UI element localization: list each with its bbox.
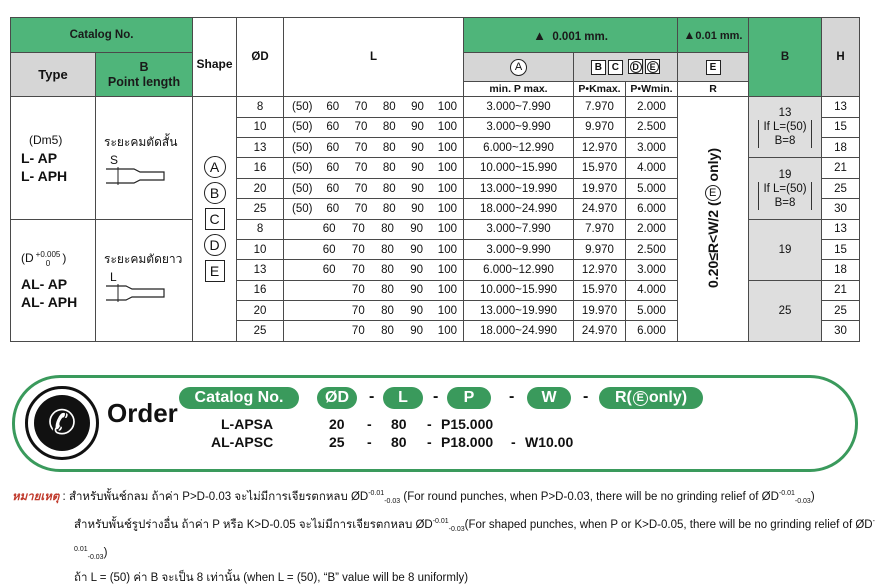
p-range-cell: 13.000~19.990: [464, 301, 574, 321]
type-lower-cell: [11, 219, 96, 341]
pw-cell: 2.000: [626, 97, 678, 117]
notes: [12, 484, 881, 588]
pw-cell: 4.000: [626, 280, 678, 300]
b-group-2: 19 If L=(50) B=8: [749, 158, 822, 219]
dash: -: [583, 388, 589, 405]
arrow-up-icon: ▲: [533, 27, 546, 43]
pk-cell: 24.970: [574, 321, 626, 342]
od-header: ØD: [237, 18, 284, 97]
pill-r: R( E only): [599, 387, 703, 409]
b-group-1: 13 If L=(50) B=8: [749, 97, 822, 158]
tolerance-header-2: ▲0.01 mm.: [678, 18, 749, 53]
note-line-3: ถ้า L = (50) ค่า B จะเป็น 8 เท่านั้น (when L = (50), “B” value will be 8 uniformly): [74, 572, 469, 585]
p-range-cell: 10.000~15.990: [464, 280, 574, 300]
h-cell: 18: [822, 138, 860, 158]
p-range-cell: 6.000~12.990: [464, 260, 574, 280]
od-cell: 8: [237, 219, 284, 239]
dash: -: [369, 388, 375, 405]
h-cell: 13: [822, 97, 860, 117]
pill-l: L: [383, 387, 423, 409]
col-a-header: A: [464, 53, 574, 82]
point-length-header: B Point length: [96, 53, 193, 97]
p-range-cell: 3.000~7.990: [464, 97, 574, 117]
type-lower-al-aph: AL- APH: [21, 294, 78, 311]
l-cell: 60 70 80 90 100: [284, 260, 464, 280]
short-pin-icon: [104, 165, 174, 187]
type-upper-cell: [11, 97, 96, 219]
tolerance-header-1: ▲ 0.001 mm.: [464, 18, 678, 53]
b-group-4: 25: [749, 280, 822, 341]
note-line-1: หมายเหตุ : สำหรับพั้นช์กลม ถ้าค่า P>D-0.03 จะไม่มีการเจียรตกหลบ $ØD^{-0.01}_{-0.03}$ (For round punches, when P>D-0.03, there will be no grinding relief of $ØD^{-0.01}_{-0.03}$): [12, 490, 815, 506]
pk-cell: 19.970: [574, 178, 626, 198]
od-cell: 13: [237, 260, 284, 280]
p-range-cell: 13.000~19.990: [464, 178, 574, 198]
l-cell: 70 80 90 100: [284, 280, 464, 300]
h-header: H: [822, 18, 860, 97]
od-cell: 25: [237, 321, 284, 342]
l-cell: 60 70 80 90 100: [284, 239, 464, 259]
pw-cell: 2.500: [626, 117, 678, 137]
l-cell: (50) 60 70 80 90 100: [284, 117, 464, 137]
l-cell: (50) 60 70 80 90 100: [284, 97, 464, 117]
b-group-3: 19: [749, 219, 822, 280]
l-cell: (50) 60 70 80 90 100: [284, 158, 464, 178]
shape-e-icon: E: [205, 260, 225, 282]
b-header: B: [749, 18, 822, 97]
phone-icon: ✆: [25, 386, 99, 460]
l-cell: (50) 60 70 80 90 100: [284, 199, 464, 219]
shape-b-icon: B: [204, 182, 226, 204]
p-range-cell: 6.000~12.990: [464, 138, 574, 158]
min-p-max-header: min. P max.: [464, 82, 574, 97]
p-range-cell: 3.000~7.990: [464, 219, 574, 239]
p-range-cell: 18.000~24.990: [464, 199, 574, 219]
h-cell: 25: [822, 301, 860, 321]
shape-c-icon: C: [205, 208, 225, 230]
type-header: Type: [11, 53, 96, 97]
s-label: S: [110, 153, 119, 168]
pw-cell: 6.000: [626, 321, 678, 342]
table-row: [11, 97, 860, 117]
p-range-cell: 10.000~15.990: [464, 158, 574, 178]
od-cell: 10: [237, 117, 284, 137]
pk-cell: 24.970: [574, 199, 626, 219]
col-bcde-header: B C D E: [574, 53, 678, 82]
point-length-upper-cell: [96, 97, 193, 219]
order-box: ✆ Order Catalog No. ØD - L - P - W - R( E only) L-APSA 20 - 80 - P15.000 AL-APSC 25 - 80 - P18.000 - W10.00: [12, 375, 858, 472]
od-cell: 13: [237, 138, 284, 158]
l-cell: (50) 60 70 80 90 100: [284, 178, 464, 198]
pk-cell: 15.970: [574, 280, 626, 300]
h-cell: 30: [822, 321, 860, 342]
pk-cell: 7.970: [574, 219, 626, 239]
h-cell: 15: [822, 239, 860, 259]
h-cell: 13: [822, 219, 860, 239]
shape-cell: [193, 97, 237, 342]
od-cell: 25: [237, 199, 284, 219]
arrow-up-icon: ▲: [683, 28, 696, 43]
od-cell: 8: [237, 97, 284, 117]
pw-cell: 3.000: [626, 260, 678, 280]
note-line-2: สำหรับพั้นช์รูปร่างอื่น ถ้าค่า P หรือ K>D-0.05 จะไม่มีการเจียรตกหลบ $ØD^{-0.01}_{-0.03}(For$ shaped punches, when P or K>D-0.05, there will be no grinding relief of $ØD^{-0.01}_{-0.03}$): [74, 518, 875, 562]
pw-cell: 2.500: [626, 239, 678, 259]
p-range-cell: 3.000~9.990: [464, 239, 574, 259]
type-lower-al-ap: AL- AP: [21, 276, 68, 293]
dash: -: [509, 388, 515, 405]
pk-cell: 19.970: [574, 301, 626, 321]
od-cell: 20: [237, 178, 284, 198]
pw-cell: 5.000: [626, 178, 678, 198]
r-header: R: [678, 82, 749, 97]
shape-d-icon: D: [204, 234, 226, 256]
l-label: L: [110, 269, 117, 284]
od-cell: 20: [237, 301, 284, 321]
p-wmin-header: P•Wmin.: [626, 82, 678, 97]
od-cell: 16: [237, 158, 284, 178]
pk-cell: 9.970: [574, 239, 626, 259]
pk-cell: 7.970: [574, 97, 626, 117]
p-range-cell: 18.000~24.990: [464, 321, 574, 342]
h-cell: 21: [822, 158, 860, 178]
od-cell: 10: [237, 239, 284, 259]
h-cell: 21: [822, 280, 860, 300]
pw-cell: 2.000: [626, 219, 678, 239]
l-cell: 70 80 90 100: [284, 321, 464, 342]
pk-cell: 9.970: [574, 117, 626, 137]
pw-cell: 4.000: [626, 158, 678, 178]
type-lower-d: (D +0.005 0 ): [21, 250, 67, 269]
h-cell: 15: [822, 117, 860, 137]
l-header: L: [284, 18, 464, 97]
type-upper-l-ap: L- AP: [21, 149, 58, 166]
order-title: Order: [107, 398, 178, 428]
h-cell: 25: [822, 178, 860, 198]
short-cutting-edge-label: ระยะคมตัดสั้น: [104, 135, 178, 150]
type-upper-l-aph: L- APH: [21, 167, 68, 184]
pw-cell: 6.000: [626, 199, 678, 219]
shape-a-icon: A: [204, 156, 226, 178]
pill-w: W: [527, 387, 571, 409]
catalog-no-header: Catalog No.: [11, 18, 193, 53]
pill-p: P: [447, 387, 491, 409]
l-cell: 60 70 80 90 100: [284, 219, 464, 239]
l-cell: (50) 60 70 80 90 100: [284, 138, 464, 158]
p-range-cell: 3.000~9.990: [464, 117, 574, 137]
long-cutting-edge-label: ระยะคมตัดยาว: [104, 251, 183, 266]
dash: -: [433, 388, 439, 405]
h-cell: 30: [822, 199, 860, 219]
pk-cell: 12.970: [574, 260, 626, 280]
pk-cell: 12.970: [574, 138, 626, 158]
long-pin-icon: [104, 282, 174, 304]
pill-od: ØD: [317, 387, 357, 409]
shape-header: Shape: [193, 18, 237, 97]
r-range-cell: 0.20≤R<W/2 (E only): [678, 97, 749, 342]
pill-catalog-no: Catalog No.: [179, 387, 299, 409]
od-cell: 16: [237, 280, 284, 300]
spec-table: [10, 17, 860, 342]
p-kmax-header: P•Kmax.: [574, 82, 626, 97]
pw-cell: 3.000: [626, 138, 678, 158]
col-r-e-header: E: [678, 53, 749, 82]
h-cell: 18: [822, 260, 860, 280]
l-cell: 70 80 90 100: [284, 301, 464, 321]
type-upper-dm: (Dm5): [29, 132, 63, 147]
pk-cell: 15.970: [574, 158, 626, 178]
pw-cell: 5.000: [626, 301, 678, 321]
point-length-lower-cell: [96, 219, 193, 341]
